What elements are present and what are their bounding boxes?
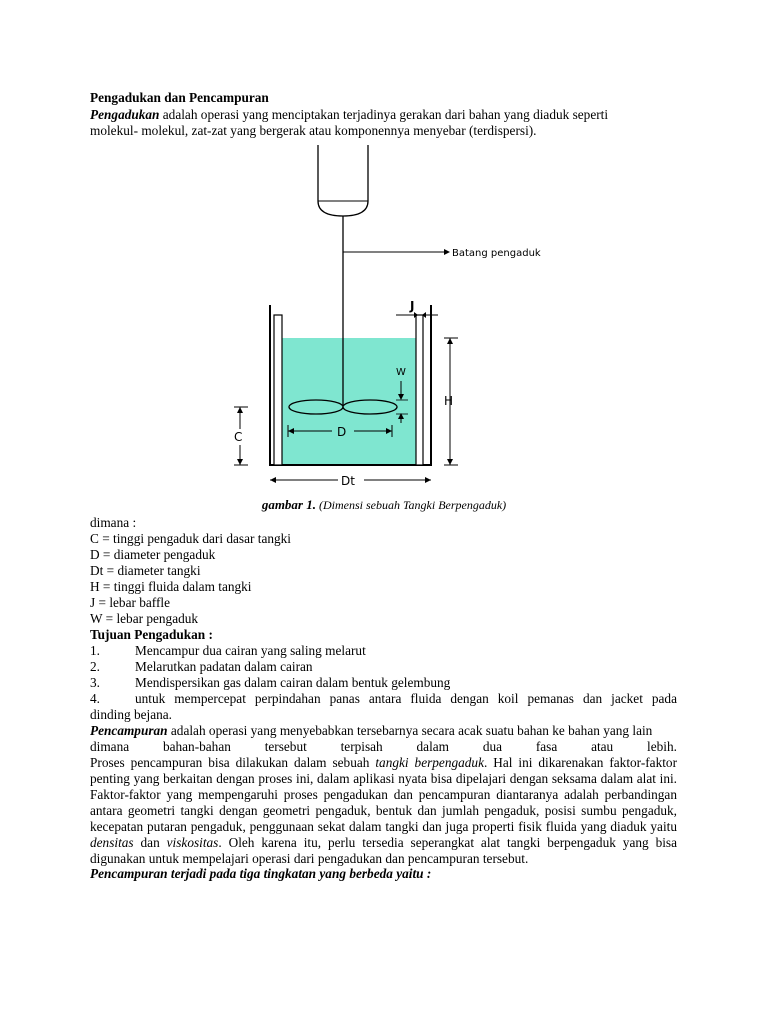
label-c: C (234, 430, 243, 444)
mixing-line-2: dimana bahan-bahan tersebut terpisah dalam dua fasa atau lebih. (90, 739, 677, 754)
label-h: H (444, 394, 454, 408)
baffle-left (274, 315, 282, 465)
goal-item-continuation: dinding bejana. (90, 707, 172, 722)
mixing-term: Pencampuran (90, 723, 168, 738)
mixing-line-1 (90, 723, 677, 739)
label-w: W (396, 367, 406, 378)
label-dt: Dt (341, 474, 355, 488)
shaft-label-arrowhead (444, 249, 450, 255)
goal-item: 2. Melarutkan padatan dalam cairan (90, 659, 313, 674)
intro-term: Pengadukan (90, 107, 160, 122)
shaft-label: Batang pengaduk (452, 248, 541, 259)
goals-heading: Tujuan Pengadukan : (90, 627, 213, 642)
definition-item: C = tinggi pengaduk dari dasar tangki (90, 531, 291, 546)
caption-label: gambar 1. (261, 497, 316, 512)
definition-item: H = tinggi fluida dalam tangki (90, 579, 252, 594)
goal-item: 3. Mendispersikan gas dalam cairan dalam bentuk gelembung (90, 675, 451, 690)
definitions-intro: dimana : (90, 515, 137, 530)
mixing-paragraph: Proses pencampuran bisa dilakukan dalam sebuah tangki berpengaduk. Hal ini dikarenakan faktor-faktor penting yang berkaitan dengan proses ini, dalam aplikasi nyata bisa dipelajari dengan seksama dalam alat ini. Faktor-faktor yang mempengaruhi proses pengadukan dan pencampuran diantaranya adalah perbandingan antara geometri tangki dengan geometri pengaduk, bentuk dan jumlah pengaduk, posisi sumbu pengaduk, kecepatan putaran pengaduk, penggunaan sekat dalam tangki dan juga properti fisik fluida yang diaduk yaitu densitas dan viskositas. Oleh karena itu, perlu tersedia seperangkat alat tangki berpengaduk yang bisa digunakan untuk mempelajari operasi dari pengadukan dan pencampuran tersebut. (90, 755, 678, 866)
label-j: J (410, 299, 415, 313)
intro-line-2: molekul- molekul, zat-zat yang bergerak atau komponennya menyebar (terdispersi). (90, 123, 537, 138)
definition-item: W = lebar pengaduk (90, 611, 199, 626)
mixing-closing: Pencampuran terjadi pada tiga tingkatan yang berbeda yaitu : (90, 866, 432, 881)
definition-item: Dt = diameter tangki (90, 563, 201, 578)
page-title: Pengadukan dan Pencampuran (90, 90, 269, 105)
caption-text: (Dimensi sebuah Tangki Berpengaduk) (315, 498, 507, 512)
goal-item: 4. untuk mempercepat perpindahan panas antara fluida dengan koil pemanas dan jacket pada (90, 691, 677, 706)
intro-line-1 (90, 107, 677, 123)
goal-item: 1. Mencampur dua cairan yang saling melarut (90, 643, 366, 658)
intro-text-1: adalah operasi yang menciptakan terjadinya gerakan dari bahan yang diaduk seperti (159, 107, 609, 122)
motor-housing (318, 145, 368, 216)
definition-item: D = diameter pengaduk (90, 547, 216, 562)
figure-caption (0, 497, 768, 513)
label-d: D (337, 425, 347, 439)
impeller-blade-left (289, 400, 343, 414)
stirred-tank-diagram (226, 143, 546, 488)
mixing-text-1: adalah operasi yang menyebabkan tersebarnya secara acak suatu bahan ke bahan yang lain (167, 723, 653, 738)
definition-item: J = lebar baffle (90, 595, 170, 610)
baffle-right (416, 315, 423, 465)
impeller-blade-right (343, 400, 397, 414)
